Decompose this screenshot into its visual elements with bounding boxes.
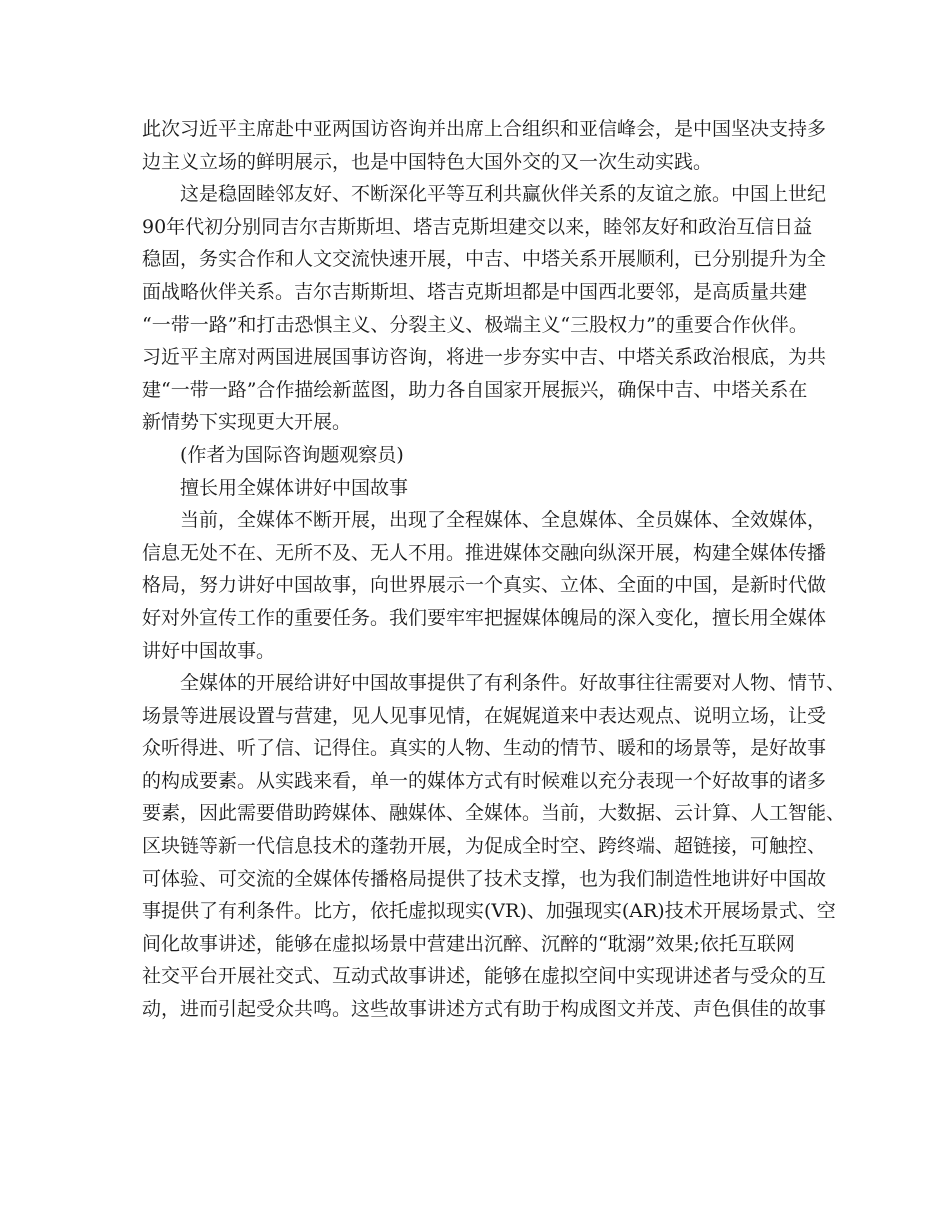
text-line: 擅长用全媒体讲好中国故事: [180, 476, 409, 499]
text-line: 信息无处不在、无所不及、无人不用。推进媒体交融向纵深开展，构建全媒体传播: [142, 541, 827, 564]
text-line: 面战略伙伴关系。吉尔吉斯斯坦、塔吉克斯坦都是中国西北要邻，是高质量共建: [142, 280, 808, 303]
text-line: 众听得进、听了信、记得住。真实的人物、生动的情节、暖和的场景等，是好故事: [142, 737, 827, 760]
text-line: 的构成要素。从实践来看，单一的媒体方式有时候难以充分表现一个好故事的诸多: [142, 769, 827, 792]
text-line: 习近平主席对两国进展国事访咨询，将进一步夯实中吉、中塔关系政治根底，为共: [142, 346, 827, 369]
document-body: [142, 113, 846, 1026]
text-line: 这是稳固睦邻友好、不断深化平等互利共赢伙伴关系的友谊之旅。中国上世纪: [180, 183, 827, 206]
text-line: 格局，努力讲好中国故事，向世界展示一个真实、立体、全面的中国，是新时代做: [142, 574, 827, 597]
text-line: 要素，因此需要借助跨媒体、融媒体、全媒体。当前，大数据、云计算、人工智能、: [142, 802, 846, 825]
text-line: 可体验、可交流的全媒体传播格局提供了技术支撑，也为我们制造性地讲好中国故: [142, 867, 827, 890]
text-line: (作者为国际咨询题观察员): [180, 443, 404, 466]
text-line: 场景等进展设置与营建，见人见事见情，在娓娓道来中表达观点、说明立场，让受: [142, 704, 827, 727]
text-line: 社交平台开展社交式、互动式故事讲述，能够在虚拟空间中实现讲述者与受众的互: [142, 965, 827, 988]
text-line: 讲好中国故事。: [142, 639, 276, 662]
text-line: 建“一带一路”合作描绘新蓝图，助力各自国家开展振兴，确保中吉、中塔关系在: [142, 378, 808, 401]
text-line: 90年代初分别同吉尔吉斯斯坦、塔吉克斯坦建交以来，睦邻友好和政治互信日益: [142, 215, 813, 238]
text-line: 边主义立场的鲜明展示，也是中国特色大国外交的又一次生动实践。: [142, 150, 713, 173]
text-line: 间化故事讲述，能够在虚拟场景中营建出沉醉、沉醉的“耽溺”效果;依托互联网: [142, 932, 795, 955]
text-line: 稳固，务实合作和人文交流快速开展，中吉、中塔关系开展顺利，已分别提升为全: [142, 248, 827, 271]
text-line: 动，进而引起受众共鸣。这些故事讲述方式有助于构成图文并茂、声色俱佳的故事: [142, 998, 827, 1021]
text-line: 新情势下实现更大开展。: [142, 411, 352, 434]
text-line: 当前，全媒体不断开展，出现了全程媒体、全息媒体、全员媒体、全效媒体，: [180, 509, 827, 532]
text-line: 全媒体的开展给讲好中国故事提供了有利条件。好故事往往需要对人物、情节、: [180, 672, 846, 695]
text-line: 此次习近平主席赴中亚两国访咨询并出席上合组织和亚信峰会，是中国坚决支持多: [142, 118, 827, 140]
text-line: 区块链等新一代信息技术的蓬勃开展，为促成全时空、跨终端、超链接，可触控、: [142, 835, 827, 858]
text-line: 好对外宣传工作的重要任务。我们要牢牢把握媒体魄局的深入变化，擅长用全媒体: [142, 606, 827, 629]
text-line: “一带一路”和打击恐惧主义、分裂主义、极端主义“三股权力”的重要合作伙伴。: [142, 313, 808, 336]
text-line: 事提供了有利条件。比方，依托虚拟现实(VR)、加强现实(AR)技术开展场景式、空: [142, 900, 836, 923]
